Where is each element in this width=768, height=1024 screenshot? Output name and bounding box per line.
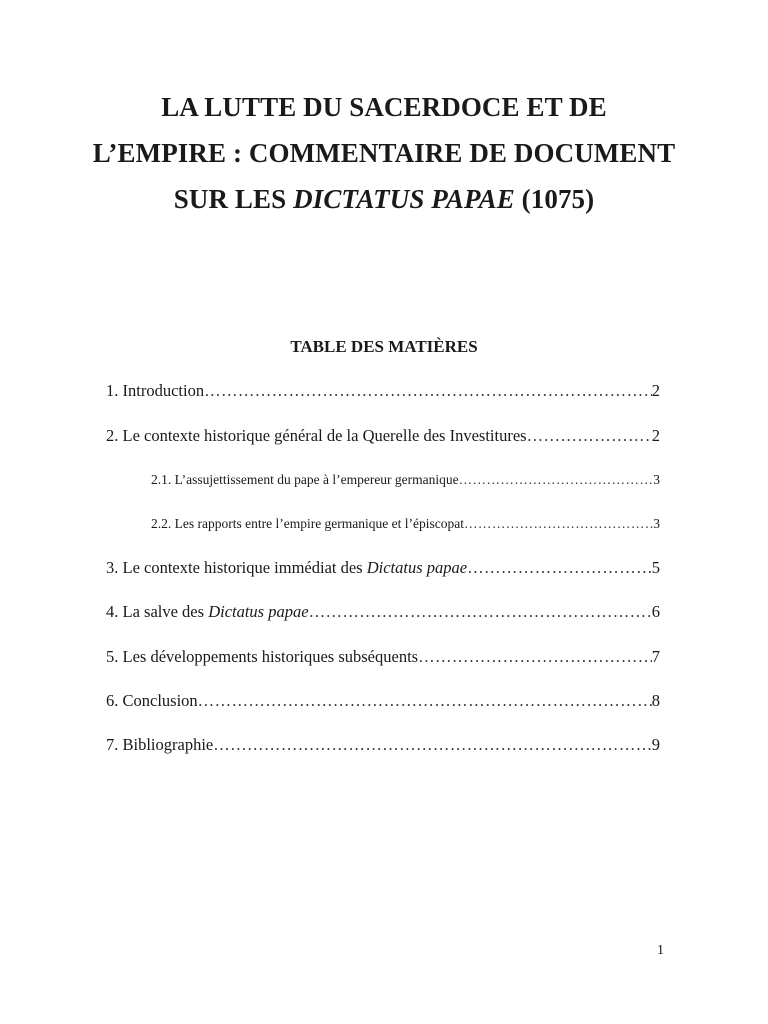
toc-entry-label: 2.2. Les rapports entre l’empire germanique et l’épiscopat xyxy=(151,516,465,531)
toc-leader-dots xyxy=(467,557,652,579)
toc-leader-dots xyxy=(198,690,652,712)
toc-entry-label: 2.1. L’assujettissement du pape à l’empereur germanique xyxy=(151,472,459,487)
toc-entry-label: 7. Bibliographie xyxy=(106,735,214,754)
toc-entry-label-prefix: 3. Le contexte historique immédiat des xyxy=(106,558,367,577)
toc-leader-dots xyxy=(213,734,652,756)
document-title xyxy=(0,84,768,222)
toc-page-number: 2 xyxy=(651,381,660,400)
toc-page-number: 9 xyxy=(651,735,660,754)
toc-entry-contexte-general xyxy=(106,425,660,447)
toc-page-number: 5 xyxy=(651,558,660,577)
title-italic-dictatus-papae: DICTATUS PAPAE xyxy=(293,184,515,214)
toc-page-number: 7 xyxy=(651,647,660,666)
title-line-2: L’EMPIRE : COMMENTAIRE DE DOCUMENT xyxy=(92,138,676,168)
toc-leader-dots xyxy=(459,469,654,491)
toc-leader-dots xyxy=(527,425,652,447)
toc-entry-label xyxy=(106,601,309,623)
toc-entry-label xyxy=(106,557,467,579)
toc-entry-label: 2. Le contexte historique général de la Querelle des Investitures xyxy=(106,426,527,445)
toc-entry-contexte-immediat xyxy=(106,557,660,579)
toc-leader-dots xyxy=(418,646,652,668)
toc-heading: TABLE DES MATIÈRES xyxy=(290,337,478,356)
toc-entry-label: 1. Introduction xyxy=(106,381,205,400)
toc-entry-bibliographie xyxy=(106,734,660,756)
toc-leader-dots xyxy=(309,601,652,623)
toc-page-number: 6 xyxy=(651,602,660,621)
toc-entry-label-italic: Dictatus papae xyxy=(208,602,309,621)
page-number: 1 xyxy=(657,943,664,958)
toc-leader-dots xyxy=(204,380,652,402)
title-line-3-prefix: SUR LES xyxy=(173,184,294,214)
toc-page-number: 3 xyxy=(653,472,660,487)
toc-subentry-rapports xyxy=(151,513,660,535)
toc-entry-label-italic: Dictatus papae xyxy=(366,558,468,577)
toc-entry-label: 5. Les développements historiques subséquents xyxy=(106,647,419,666)
toc-subentry-assujettissement xyxy=(151,469,660,491)
toc-leader-dots xyxy=(464,513,653,535)
title-line-1: LA LUTTE DU SACERDOCE ET DE xyxy=(161,92,607,122)
toc-entry-label-prefix: 4. La salve des xyxy=(106,602,209,621)
toc-page-number: 2 xyxy=(651,426,660,445)
toc-entry-introduction xyxy=(106,380,660,402)
toc-entry-conclusion xyxy=(106,690,660,712)
toc-entry-developpements xyxy=(106,646,660,668)
title-line-3-suffix: (1075) xyxy=(514,184,595,214)
title-line-3 xyxy=(0,176,768,222)
toc-entry-salve xyxy=(106,601,660,623)
toc-page-number: 8 xyxy=(651,691,660,710)
toc-entry-label: 6. Conclusion xyxy=(106,691,198,710)
toc-page-number: 3 xyxy=(653,516,660,531)
